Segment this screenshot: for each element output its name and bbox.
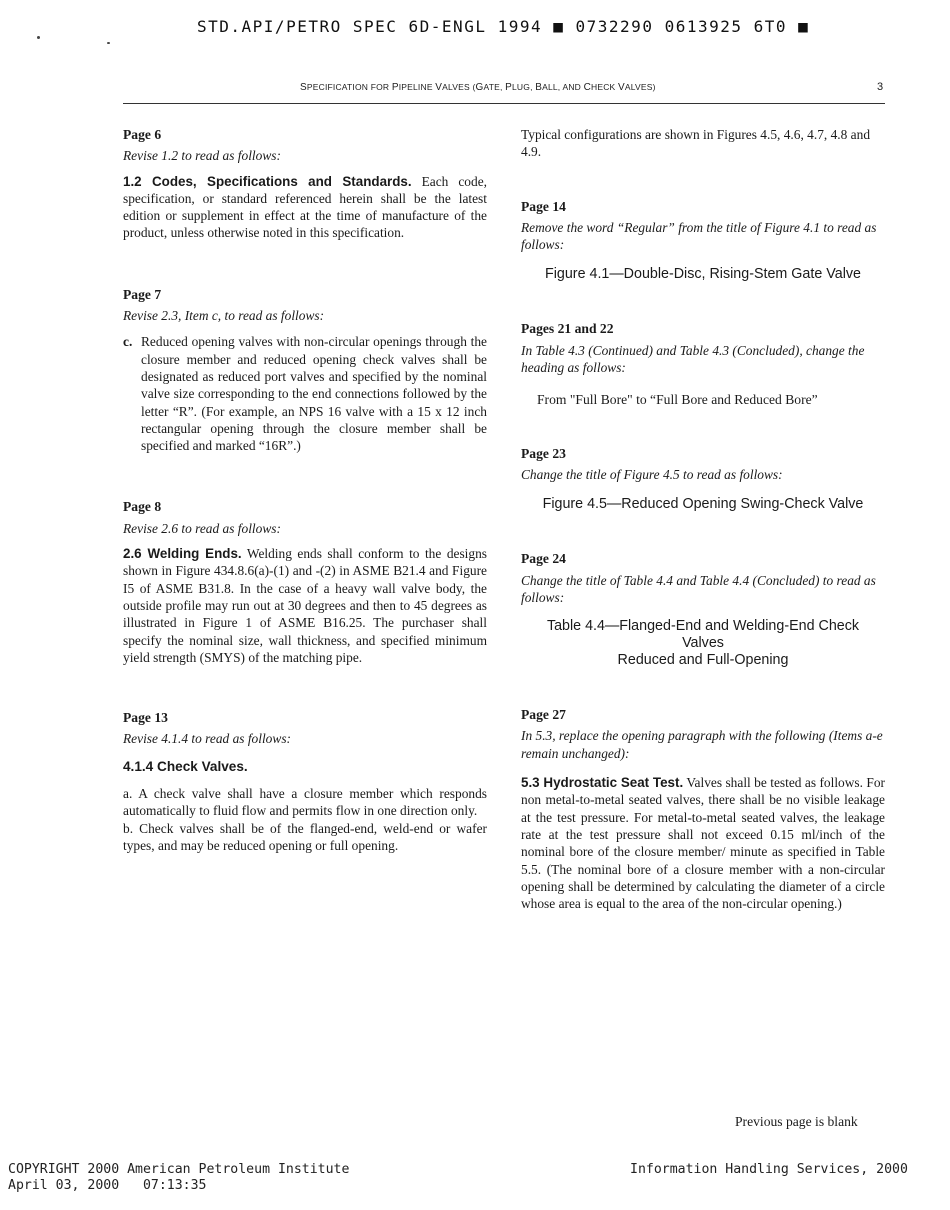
- page-label: Page 6: [123, 127, 162, 142]
- right-column: [521, 126, 885, 912]
- intro-paragraph: Typical configurations are shown in Figures 4.5, 4.6, 4.7, 4.8 and 4.9.: [521, 127, 871, 160]
- page-label: Pages 21 and 22: [521, 321, 614, 337]
- revision-instruction: Change the title of Figure 4.5 to read as follows:: [521, 466, 783, 482]
- section-page-14: [521, 198, 885, 284]
- section-page-13: [123, 709, 487, 854]
- list-item-b: b. Check valves shall be of the flanged-end, weld-end or wafer types, and may be reduced opening or full opening.: [123, 820, 487, 853]
- section-page-7: [123, 286, 487, 455]
- table-title-line: Reduced and Full-Opening: [617, 652, 789, 669]
- revision-instruction: Revise 4.1.4 to read as follows:: [123, 731, 291, 747]
- page-label: Page 27: [521, 707, 566, 723]
- section-page-6: [123, 126, 487, 242]
- page-label: Page 23: [521, 445, 566, 461]
- revision-instruction: In Table 4.3 (Continued) and Table 4.3 (Concluded), change the heading as follows:: [521, 342, 865, 376]
- list-item-a: a. A check valve shall have a closure member which responds automatically to fluid flow and permits flow in one direction only.: [123, 786, 487, 819]
- page-label: Page 7: [123, 286, 162, 302]
- section-pages-21-22: [521, 320, 885, 408]
- revision-instruction: Change the title of Table 4.4 and Table 4.4 (Concluded) to read as follows:: [521, 572, 876, 605]
- footer-line: April 03, 2000 07:13:35: [8, 1178, 207, 1193]
- figure-title: Figure 4.5—Reduced Opening Swing-Check Valve: [542, 496, 864, 513]
- page-label: Page 14: [521, 198, 566, 214]
- page-number: 3: [877, 81, 884, 93]
- heading-change: From "Full Bore" to “Full Bore and Reduced Bore”: [537, 392, 818, 408]
- paragraph-2-6: [123, 545, 487, 666]
- list-item-letter: c.: [123, 334, 133, 350]
- footer-provider: Information Handling Services, 2000: [630, 1162, 908, 1177]
- footer-copyright: [8, 1162, 349, 1194]
- clause-heading: 1.2 Codes, Specifications and Standards.: [123, 173, 412, 189]
- section-page-23: [521, 445, 885, 514]
- running-head: SPECIFICATION FOR PIPELINE VALVES (GATE, PLUG, BALL, AND CHECK VALVES): [300, 82, 656, 93]
- figure-title: Figure 4.1—Double-Disc, Rising-Stem Gate Valve: [545, 266, 861, 283]
- section-page-24: [521, 550, 885, 669]
- paragraph-5-3: [521, 774, 885, 912]
- table-title: [521, 618, 885, 669]
- clause-text: Welding ends shall conform to the designs shown in Figure 434.8.6(a)-(1) and -(2) in ASME B21.4 and Figure I5 of ASME B31.8. In the case of a heavy wall valve body, the outside profile may run out at 30 degrees and then to 45 degrees as illustrated in Figure 1 of ASME B16.25. The purchaser shall specify the nominal size, wall thickness, and specified minimum yield strength (SMYS) of the matching pipe.: [123, 546, 487, 665]
- page-label: Page 8: [123, 499, 162, 515]
- footer-line: COPYRIGHT 2000 American Petroleum Institute: [8, 1162, 350, 1177]
- list-item-text: Reduced opening valves with non-circular openings through the closure member and reduced opening check valves shall be designated as reduced port valves and specified by the nominal valve size corresponding to the end connections followed by the letter “R”. (For example, an NPS 16 valve with a 15 x 12 inch rectangular opening through the closure member shall be specified and marked “16R”.): [141, 334, 487, 454]
- header-rule: [123, 103, 885, 104]
- revision-instruction: Revise 2.3, Item c, to read as follows:: [123, 308, 325, 324]
- scan-speck: [37, 36, 40, 39]
- list-item-c: [123, 333, 487, 454]
- section-page-8: [123, 498, 487, 666]
- scan-speck: [107, 42, 110, 44]
- table-title-line: Table 4.4—Flanged-End and Welding-End Check: [546, 618, 860, 635]
- revision-instruction: Revise 1.2 to read as follows:: [123, 148, 281, 164]
- paragraph-1-2: [123, 173, 487, 242]
- previous-page-blank-note: Previous page is blank: [735, 1114, 858, 1129]
- clause-text: Valves shall be tested as follows. For non metal-to-metal seated valves, there shall be no visible leakage at the test pressure. For metal-to-metal seated valves, the leakage rate at the test pressure shall not exceed 0.15 ml/inch of the nominal bore of the closure member/ minute as specified in Table 5.5. (The nominal bore of a closure member with a non-circular opening shall be determined by calculating the diameter of a circle whose area is equal to the area of the non-circular opening.): [521, 775, 885, 912]
- clause-text: Each code, specification, or standard referenced herein shall be the latest edition or supplement in effect at the time of manufacture of the product, unless otherwise noted in this specification.: [123, 173, 487, 241]
- page-label: Page 24: [521, 551, 566, 567]
- left-column: [123, 126, 487, 854]
- table-title-line: Valves: [682, 635, 724, 652]
- clause-heading: 5.3 Hydrostatic Seat Test.: [521, 775, 684, 791]
- revision-instruction: In 5.3, replace the opening paragraph with the following (Items a-e remain unchanged):: [521, 728, 883, 761]
- clause-heading: 2.6 Welding Ends.: [123, 546, 242, 562]
- document-stamp: STD.API/PETRO SPEC 6D-ENGL 1994 ■ 0732290 0613925 6T0 ■: [197, 17, 810, 36]
- page-label: Page 13: [123, 710, 168, 726]
- clause-heading: 4.1.4 Check Valves.: [123, 758, 248, 774]
- revision-instruction: Revise 2.6 to read as follows:: [123, 520, 281, 536]
- section-page-27: [521, 706, 885, 912]
- revision-instruction: Remove the word “Regular” from the title of Figure 4.1 to read as follows:: [521, 219, 877, 253]
